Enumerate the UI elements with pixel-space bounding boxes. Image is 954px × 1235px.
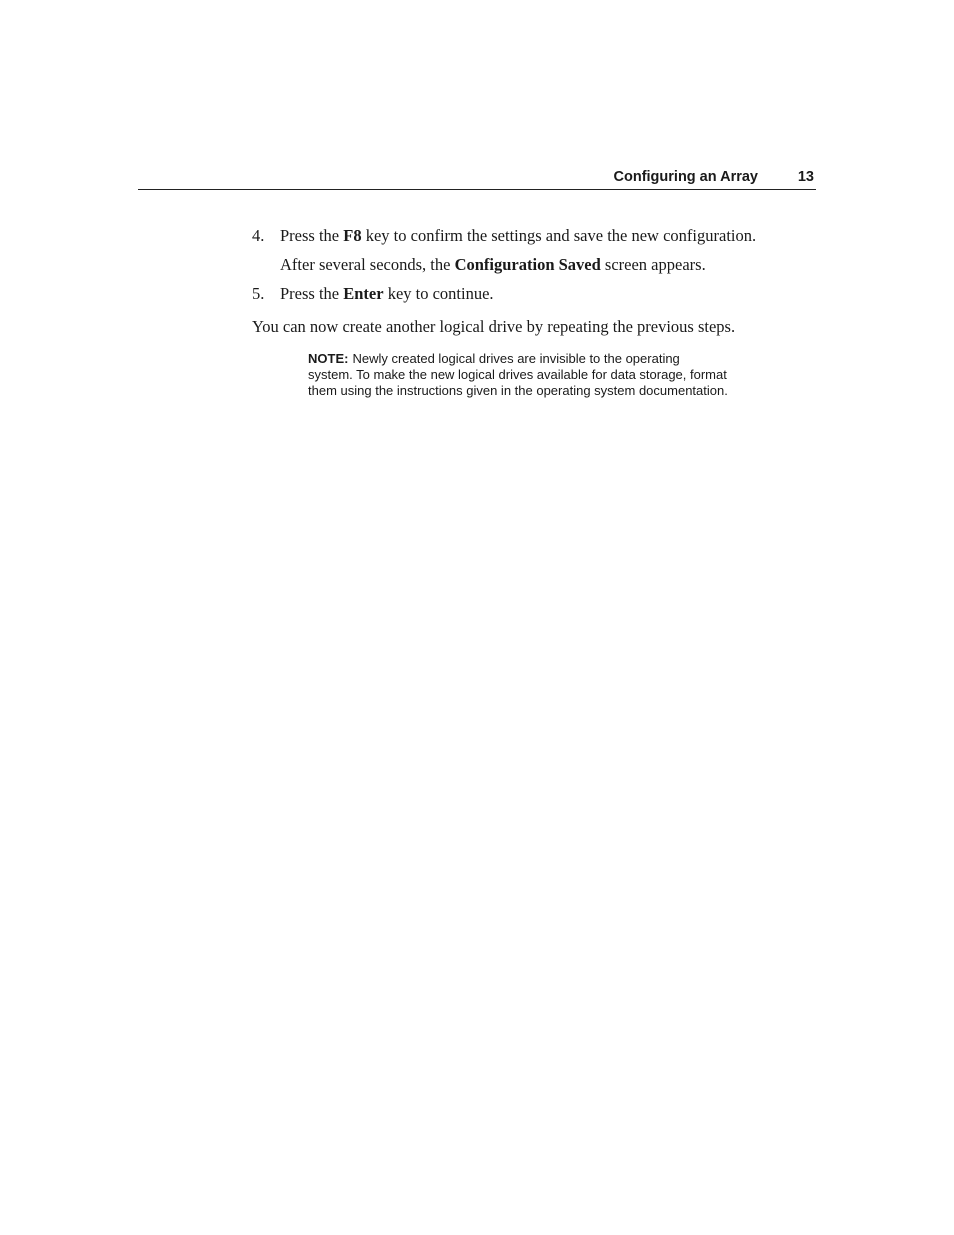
note-label: NOTE:	[308, 351, 349, 366]
result-text-pre: After several seconds, the	[280, 255, 455, 274]
step-4	[252, 226, 756, 246]
section-title: Configuring an Array	[613, 169, 758, 185]
step-4-result	[280, 255, 706, 275]
step-text-post: key to confirm the settings and save the new configuration.	[361, 226, 757, 245]
step-text-post: key to continue.	[383, 284, 494, 303]
key-name: F8	[343, 226, 362, 245]
step-text-pre: Press the	[280, 284, 344, 303]
step-number: 5.	[252, 284, 265, 303]
step-number: 4.	[252, 226, 265, 245]
key-name: Enter	[343, 284, 384, 303]
step-text-pre: Press the	[280, 226, 344, 245]
result-text-post: screen appears.	[600, 255, 706, 274]
page-number: 13	[797, 169, 814, 185]
screen-name: Configuration Saved	[454, 255, 601, 274]
page-header	[138, 168, 816, 190]
body-paragraph: You can now create another logical drive by repeating the previous steps.	[252, 317, 736, 336]
note-block	[308, 351, 728, 399]
note-text: Newly created logical drives are invisible to the operating system. To make the new logical drives available for data storage, format them using the instructions given in the operating system documentation.	[308, 351, 728, 398]
step-5	[252, 284, 494, 304]
